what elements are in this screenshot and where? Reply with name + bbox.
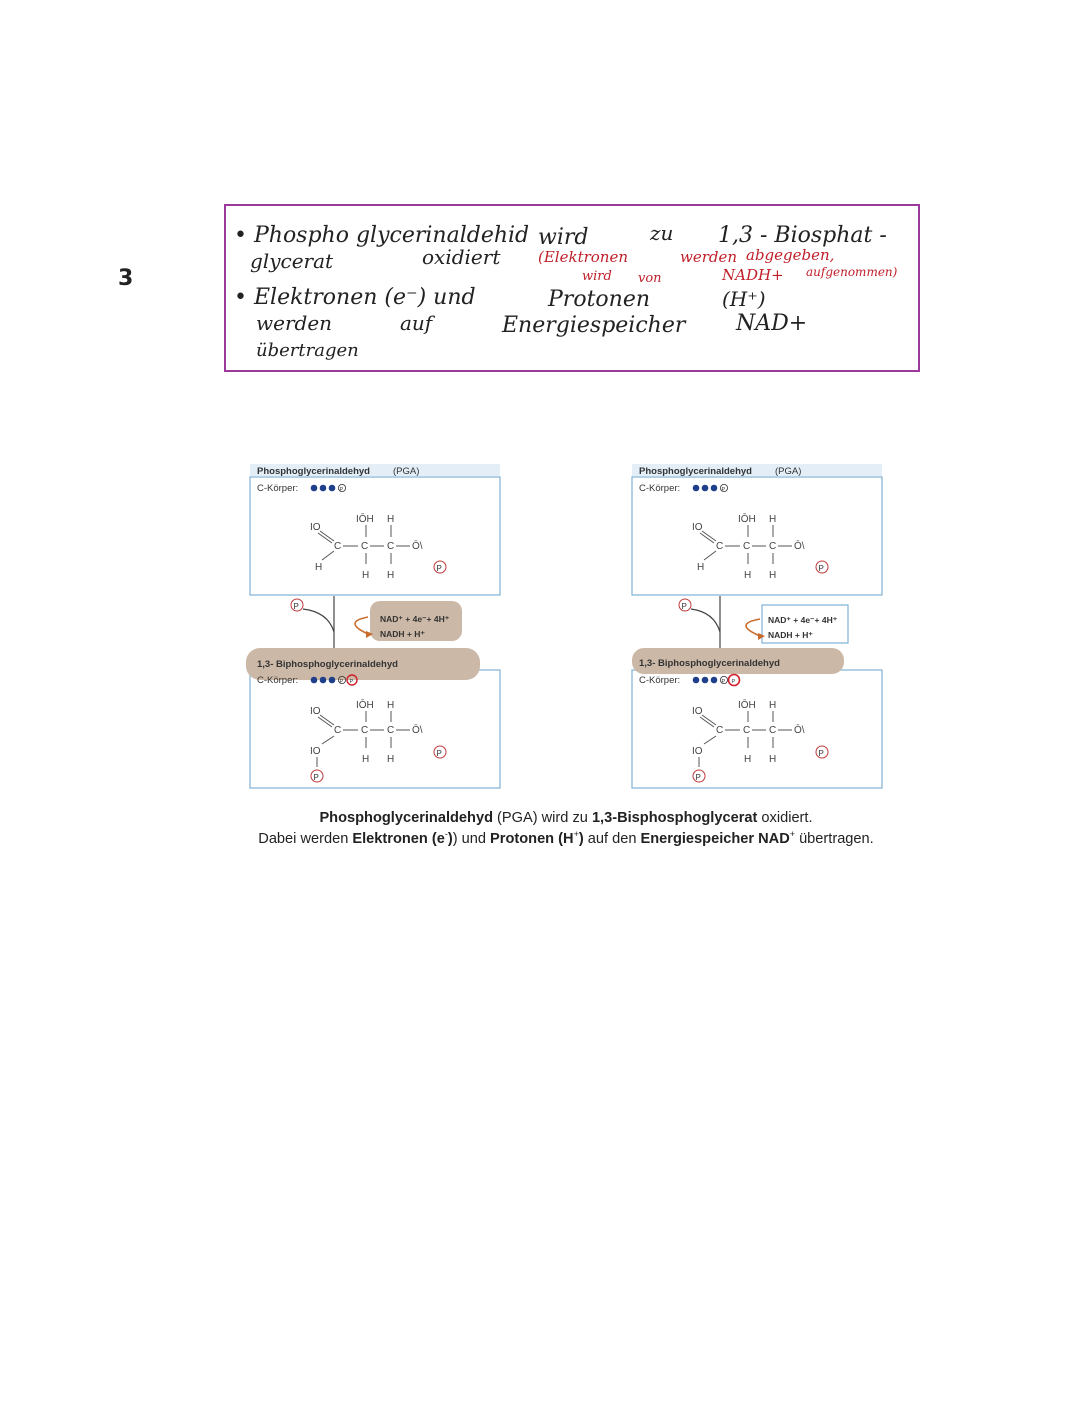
- atom-oh: IŌH: [356, 700, 374, 711]
- atom-h: H: [769, 514, 777, 525]
- phosphate-small-label: P: [721, 679, 726, 685]
- note-line1-a: • Phospho glycerinaldehid: [234, 223, 530, 248]
- note-line3-c: (H⁺): [722, 287, 766, 311]
- atom-h: H: [769, 570, 777, 581]
- carbon-dot: [711, 677, 718, 684]
- carbon-dot: [329, 485, 336, 492]
- atom-o-double: IO: [692, 706, 703, 717]
- caption-text: Dabei werden: [258, 831, 353, 847]
- reagent-in: NAD⁺ + 4e⁻+ 4H⁺: [768, 615, 838, 625]
- note-line4-d: NAD+: [736, 311, 808, 336]
- note-line2-b: oxidiert: [422, 245, 501, 269]
- atom-c2: C: [743, 725, 751, 736]
- caption-text: (PGA) wird zu: [493, 810, 592, 826]
- atom-o-end: Ō\: [412, 725, 423, 736]
- atom-c1: C: [334, 725, 342, 736]
- caption-sup: +: [789, 829, 796, 840]
- top-title: Phosphoglycerinaldehyd: [257, 466, 370, 477]
- note-line1-b: wird: [538, 225, 589, 250]
- phosphate-label: P: [818, 564, 824, 573]
- redox-arrow: [746, 619, 760, 636]
- note-red-d: wird: [582, 269, 612, 284]
- carbon-dot: [320, 485, 327, 492]
- handwritten-note: [226, 206, 922, 374]
- note-line1-c: zu: [650, 221, 674, 245]
- c-koerper-label: C-Körper:: [257, 483, 299, 494]
- caption-text: ) und: [452, 831, 491, 847]
- atom-h: H: [387, 754, 395, 765]
- note-line2-a: glycerat: [250, 249, 334, 273]
- atom-c3: C: [387, 725, 395, 736]
- diagram-left: [246, 462, 502, 792]
- note-line4-a: werden: [256, 311, 333, 335]
- top-frame: [250, 477, 500, 595]
- atom-c2: C: [361, 541, 369, 552]
- caption-line-1: [228, 808, 904, 829]
- handwritten-note-box: [224, 204, 920, 372]
- top-abbr: (PGA): [775, 466, 802, 477]
- phosphate-label: P: [313, 773, 319, 782]
- phosphate-label: P: [436, 564, 442, 573]
- atom-h: H: [362, 570, 370, 581]
- carbon-dot: [702, 485, 709, 492]
- phosphate-arrow: [691, 609, 720, 632]
- phosphate-small-label: P: [339, 487, 344, 493]
- note-red-b: werden: [680, 248, 738, 266]
- c-koerper-label: C-Körper:: [639, 483, 681, 494]
- reagent-in: NAD⁺ + 4e⁻+ 4H⁺: [380, 614, 450, 624]
- top-title: Phosphoglycerinaldehyd: [639, 466, 752, 477]
- caption-term: ): [578, 831, 584, 847]
- carbon-dot: [693, 677, 700, 684]
- caption-line-2: [228, 829, 904, 850]
- phosphate-small-label: P: [731, 679, 736, 685]
- c-koerper-label: C-Körper:: [639, 675, 681, 686]
- caption-term: Protonen (H: [490, 831, 574, 847]
- caption-term: Phosphoglycerinaldehyd: [319, 810, 493, 826]
- caption-term: Energiespeicher NAD: [640, 831, 790, 847]
- atom-c1: C: [716, 541, 724, 552]
- note-line4-c: Energiespeicher: [502, 313, 686, 338]
- atom-h: H: [362, 754, 370, 765]
- carbon-dot: [329, 677, 336, 684]
- top-abbr: (PGA): [393, 466, 420, 477]
- bottom-frame: [632, 670, 882, 788]
- phosphate-small-label: P: [721, 487, 726, 493]
- atom-h: H: [744, 754, 752, 765]
- atom-o-double: IO: [310, 522, 321, 533]
- atom-o-ester: IO: [310, 746, 321, 757]
- figure-caption: [228, 808, 904, 850]
- atom-h: H: [387, 514, 395, 525]
- note-red-f: NADH+: [722, 266, 784, 284]
- atom-c2: C: [743, 541, 751, 552]
- atom-oh: IŌH: [738, 700, 756, 711]
- note-red-a: (Elektronen: [538, 248, 628, 266]
- atom-h: H: [769, 700, 777, 711]
- note-red-g: aufgenommen): [806, 265, 898, 279]
- note-line3-b: Protonen: [548, 287, 651, 312]
- atom-h: H: [387, 700, 395, 711]
- bottom-title: 1,3- Biphosphoglycerinaldehyd: [639, 658, 780, 669]
- caption-sup: -: [444, 829, 448, 840]
- atom-h-aldehyde: H: [697, 562, 705, 573]
- phosphate-small-label: P: [349, 679, 354, 685]
- atom-c2: C: [361, 725, 369, 736]
- carbon-dot: [711, 485, 718, 492]
- atom-h: H: [744, 570, 752, 581]
- reaction-diagram: [628, 462, 884, 792]
- caption-term: ): [447, 831, 453, 847]
- phosphate-small-label: P: [339, 679, 344, 685]
- atom-o-end: Ō\: [794, 541, 805, 552]
- atom-oh: IŌH: [738, 514, 756, 525]
- bottom-frame: [250, 670, 500, 788]
- atom-oh: IŌH: [356, 514, 374, 525]
- atom-o-end: Ō\: [794, 725, 805, 736]
- atom-h: H: [769, 754, 777, 765]
- carbon-dot: [320, 677, 327, 684]
- phosphate-label: P: [818, 749, 824, 758]
- reagent-out: NADH + H⁺: [768, 630, 813, 640]
- carbon-dot: [311, 485, 318, 492]
- phosphate-arrow: [303, 609, 334, 632]
- atom-c1: C: [716, 725, 724, 736]
- note-line1-d: 1,3 - Biosphat -: [718, 223, 887, 248]
- atom-h-aldehyde: H: [315, 562, 323, 573]
- atom-h: H: [387, 570, 395, 581]
- caption-text: übertragen.: [795, 831, 874, 847]
- note-red-c: abgegeben,: [746, 246, 835, 264]
- phosphate-label: P: [695, 773, 701, 782]
- note-red-e: von: [638, 271, 662, 286]
- carbon-dot: [693, 485, 700, 492]
- bottom-title: 1,3- Biphosphoglycerinaldehyd: [257, 659, 398, 670]
- atom-o-double: IO: [310, 706, 321, 717]
- caption-sup: +: [573, 829, 579, 840]
- atom-o-double: IO: [692, 522, 703, 533]
- carbon-dot: [702, 677, 709, 684]
- carbon-dot: [311, 677, 318, 684]
- c-koerper-label: C-Körper:: [257, 675, 299, 686]
- caption-text: oxidiert.: [757, 810, 813, 826]
- reaction-diagram: [246, 462, 502, 792]
- top-frame: [632, 477, 882, 595]
- phosphate-label: P: [293, 602, 299, 611]
- atom-o-ester: IO: [692, 746, 703, 757]
- page-number: 3: [118, 266, 134, 291]
- atom-c3: C: [769, 725, 777, 736]
- diagram-right: [628, 462, 884, 792]
- note-line4-b: auf: [400, 311, 433, 335]
- atom-c1: C: [334, 541, 342, 552]
- caption-term: 1,3-Bisphosphoglycerat: [591, 810, 758, 826]
- caption-term: Elektronen (e: [352, 831, 445, 847]
- caption-text: auf den: [583, 831, 641, 847]
- atom-o-end: Ō\: [412, 541, 423, 552]
- phosphate-label: P: [436, 749, 442, 758]
- atom-c3: C: [387, 541, 395, 552]
- phosphate-label: P: [681, 602, 687, 611]
- note-line3-a: • Elektronen (e⁻) und: [234, 285, 476, 310]
- note-line5-a: übertragen: [256, 340, 359, 361]
- atom-c3: C: [769, 541, 777, 552]
- reagent-out: NADH + H⁺: [380, 629, 425, 639]
